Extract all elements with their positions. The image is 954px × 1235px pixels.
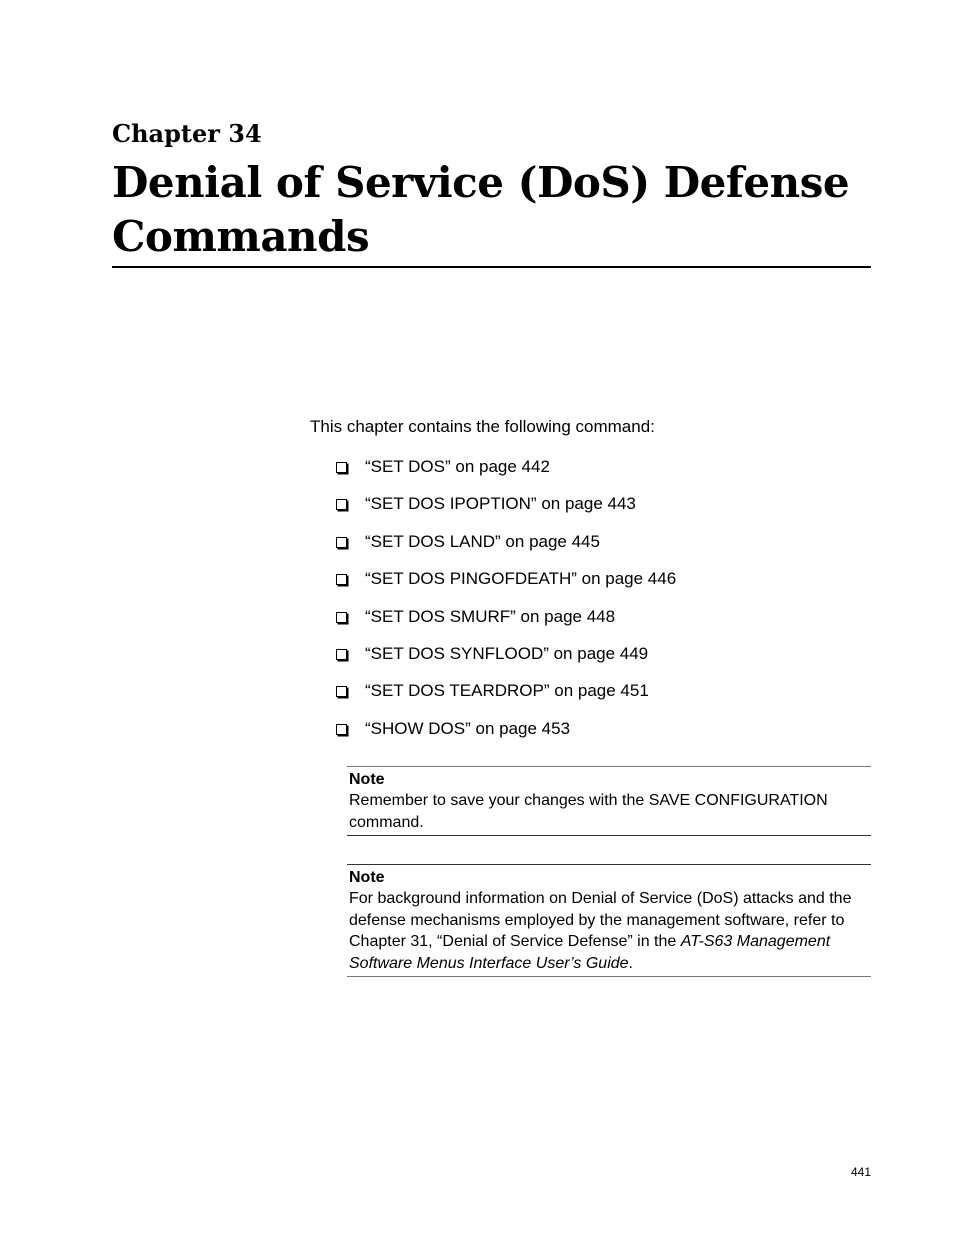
note-save-configuration (347, 766, 871, 836)
command-link[interactable]: “SET DOS IPOPTION” on page 443 (365, 494, 636, 514)
list-item (336, 530, 676, 567)
note-body (349, 888, 869, 974)
note-body-text: For background information on Denial of Service (DoS) attacks and the defense mechanisms employed by the management software, refer to Chapter 31, “Denial of Service Defense” in the (349, 890, 852, 950)
note-heading: Note (349, 771, 385, 788)
command-link[interactable]: “SET DOS LAND” on page 445 (365, 531, 600, 551)
list-item (336, 492, 676, 529)
checkbox-bullet-icon (336, 537, 347, 548)
checkbox-bullet-icon (336, 686, 347, 697)
note-body-end: . (628, 954, 633, 972)
checkbox-bullet-icon (336, 649, 347, 660)
command-link[interactable]: “SET DOS” on page 442 (365, 457, 550, 476)
page-number: 441 (851, 1165, 872, 1179)
list-item (336, 679, 676, 716)
command-link[interactable]: “SET DOS TEARDROP” on page 451 (365, 681, 649, 701)
checkbox-bullet-icon (336, 574, 347, 585)
list-item (336, 605, 676, 642)
checkbox-bullet-icon (336, 724, 347, 735)
command-link[interactable]: “SHOW DOS” on page 453 (365, 718, 571, 738)
list-item (336, 717, 676, 754)
intro-text: This chapter contains the following command: (310, 417, 655, 436)
command-list (336, 455, 676, 754)
chapter-title: Denial of Service (DoS) Defense Commands (112, 158, 850, 261)
note-heading: Note (349, 869, 385, 886)
note-background-info (347, 864, 871, 977)
note-body: Remember to save your changes with the SAVE CONFIGURATION command. (349, 792, 828, 831)
chapter-label: Chapter 34 (112, 119, 262, 148)
list-item (336, 642, 676, 679)
list-item (336, 567, 676, 604)
command-link[interactable]: “SET DOS PINGOFDEATH” on page 446 (365, 569, 677, 589)
command-link[interactable]: “SET DOS SYNFLOOD” on page 449 (365, 643, 649, 663)
guide-title: AT-S63 Management Software Menus Interface User’s Guide (349, 933, 831, 972)
title-rule (112, 266, 871, 268)
checkbox-bullet-icon (336, 499, 347, 510)
command-link[interactable]: “SET DOS SMURF” on page 448 (365, 606, 616, 626)
checkbox-bullet-icon (336, 612, 347, 623)
checkbox-bullet-icon (336, 462, 347, 473)
list-item (336, 455, 676, 492)
